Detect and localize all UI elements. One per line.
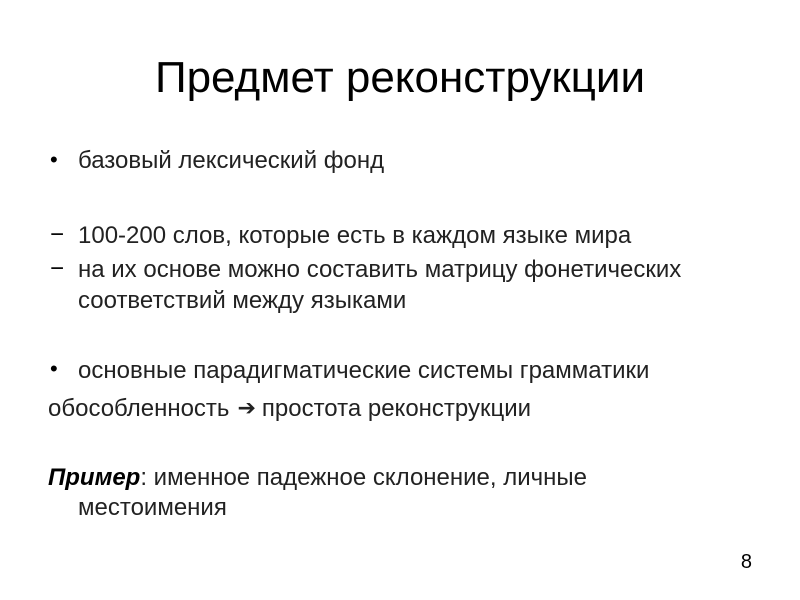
dash-item-matrix-line1: на их основе можно составить матрицу фонетических bbox=[78, 256, 682, 283]
page-number: 8 bbox=[740, 551, 752, 573]
example-line1 bbox=[48, 462, 587, 493]
example-colon: : bbox=[140, 464, 148, 491]
slide-title: Предмет реконструкции bbox=[154, 53, 646, 102]
dash-item-matrix-line2: соответствий между языками bbox=[78, 287, 407, 314]
bullet-marker: • bbox=[50, 356, 58, 381]
arrow-right-icon: ➔ bbox=[237, 395, 256, 420]
example-label: Пример bbox=[48, 464, 141, 491]
bullet-item-lexical-fund: базовый лексический фонд bbox=[78, 147, 385, 174]
dash-marker: − bbox=[50, 221, 65, 248]
relation-right: простота реконструкции bbox=[261, 395, 532, 422]
example-text-line2: местоимения bbox=[78, 494, 227, 521]
relation-left: обособленность bbox=[48, 395, 230, 422]
relation-line bbox=[48, 392, 531, 424]
dash-item-words: 100-200 слов, которые есть в каждом языке мира bbox=[78, 222, 632, 249]
bullet-marker: • bbox=[50, 147, 58, 172]
dash-marker: − bbox=[50, 255, 65, 282]
bullet-item-grammar-systems: основные парадигматические системы грамматики bbox=[78, 357, 650, 384]
example-text-line1: именное падежное склонение, личные bbox=[147, 464, 588, 491]
